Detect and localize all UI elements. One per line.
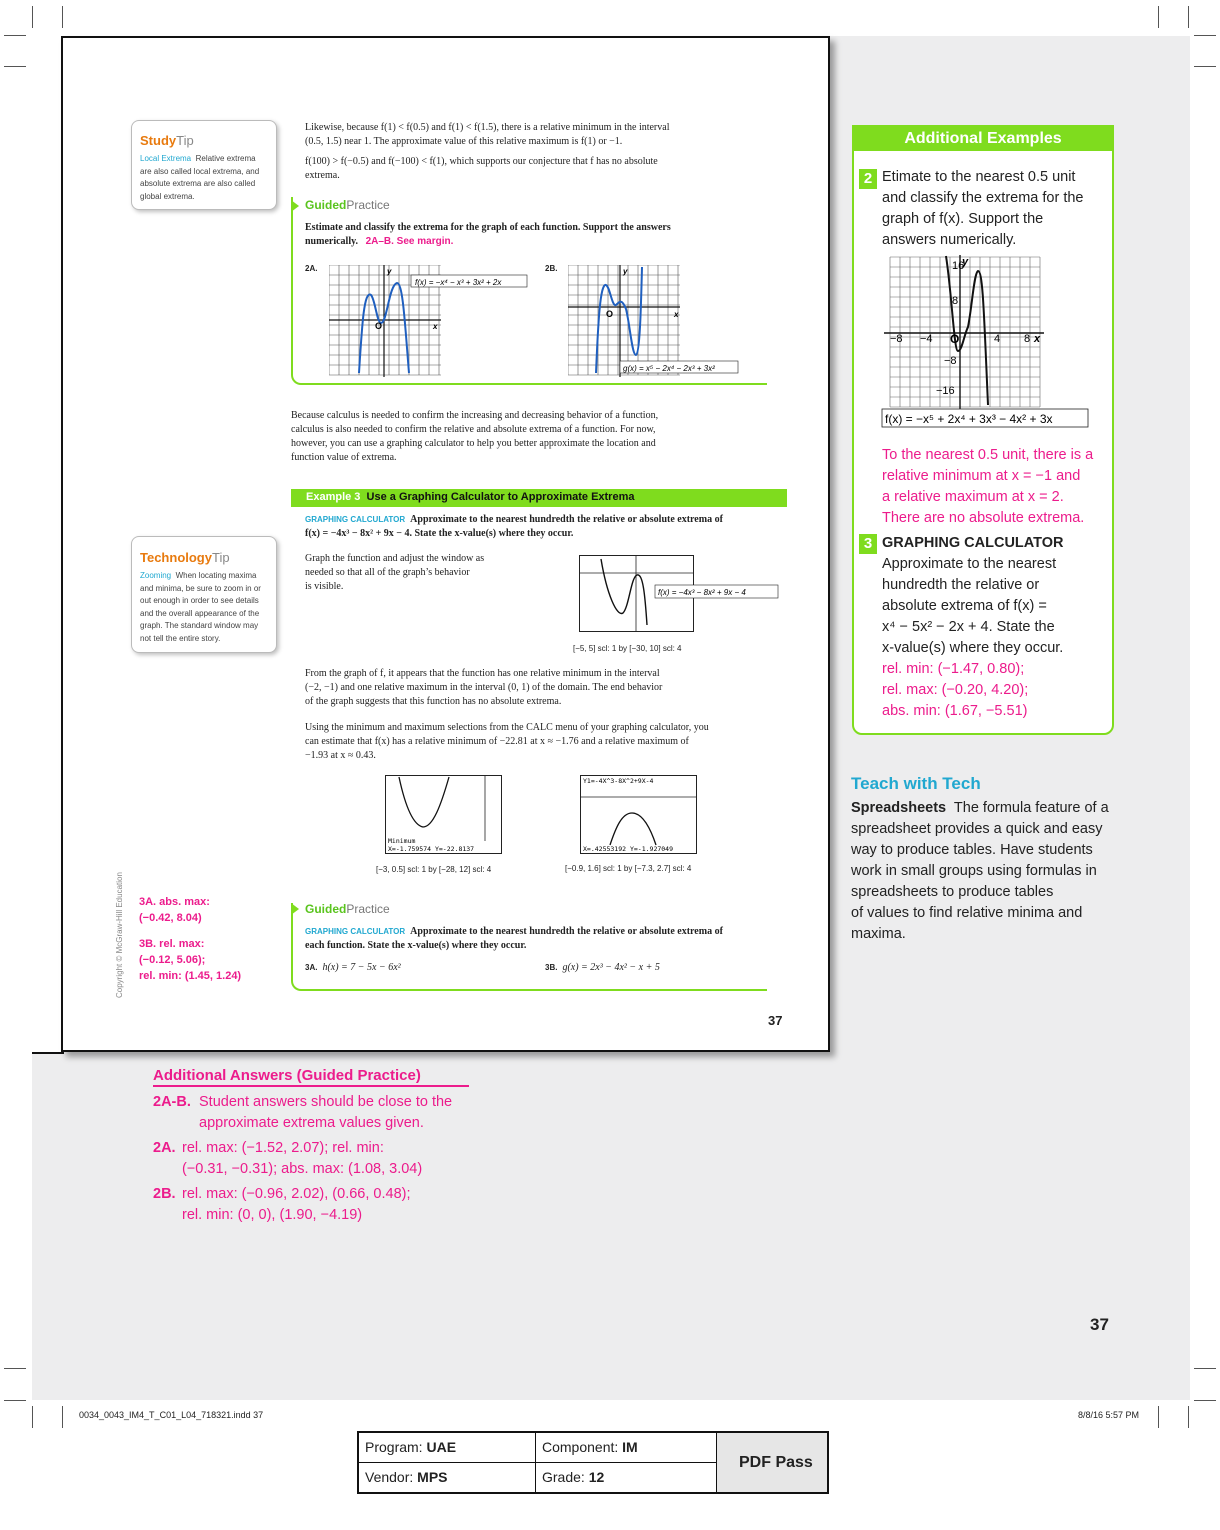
svg-text:f(x) = −x⁵ + 2x⁴ + 3x³ − 4x² +: f(x) = −x⁵ + 2x⁴ + 3x³ − 4x² + 3x [885,412,1053,426]
study-tip-box [131,120,277,210]
svg-text:y: y [623,267,628,276]
svg-text:O: O [375,321,383,331]
crop-mark [4,1400,26,1401]
example-3-problem: GRAPHING CALCULATOR Approximate to the nearest hundredth the relative or absolute extrema of f(x) = −4x³ − 8x² + 9x − 4. State the x-value(s) where they occur. [305,514,723,539]
calculus-paragraph: Because calculus is needed to confirm the increasing and decreasing behavior of a function, calculus is also needed to confirm the relative and absolute extrema of a function. For now, however, you can use a graphing calculator to help you better approximate the location and function value of extrema. [291,410,659,463]
window-2-caption: [−3, 0.5] scl: 1 by [−28, 12] scl: 4 [376,865,492,874]
study-tip-text: Relative extrema [195,154,256,163]
svg-text:f(x) = −4x³ − 8x² + 9x − 4: f(x) = −4x³ − 8x² + 9x − 4 [658,588,746,597]
intro-text: Likewise, because f(1) < f(0.5) and f(1) < f(1.5), there is a relative minimum in the interval (0.5, 1.5) near 1. The approximate value of this relative maximum is f(1) or −1. f(100) > f(−0.5) and f(−100) < f(1), which supports our conjecture that f has no absolute extrema. [305,122,670,181]
analysis-paragraph: From the graph of f, it appears that the function has one relative minimum in the interval (−2, −1) and one relative maximum in the interval (0, 1) of the domain. The end behavior of the graph suggests that this function has no absolute extrema. [305,668,663,707]
crop-mark [4,66,26,67]
crop-mark [62,6,63,28]
date-slug: 8/8/16 5:57 PM [1078,1410,1140,1420]
outer-page-number: 37 [1090,1315,1109,1334]
page-binding-strip [32,36,64,1054]
technology-tip-text: not tell the entire story. [140,633,221,643]
crop-mark [1194,1368,1216,1369]
proof-slug-table [357,1431,829,1494]
svg-text:X=-1.759574 Y=-22.8137: X=-1.759574 Y=-22.8137 [388,845,475,853]
student-page [61,36,830,1052]
calculator-screen-3 [580,775,698,855]
inner-page-number: 37 [768,1013,783,1028]
technology-tip-text: When locating maxima [175,571,257,580]
svg-text:y: y [387,267,392,276]
exercise-3a: 3A. h(x) = 7 − 5x − 6x² [305,962,401,973]
file-slug: 0034_0043_IM4_T_C01_L04_718321.indd 37 [79,1410,264,1420]
teach-with-tech-title: Teach with Tech [851,774,981,793]
calculator-screen-1 [579,555,779,633]
svg-text:8: 8 [952,295,959,307]
additional-answers-list: 2A-B. Student answers should be close to the approximate extrema values given. 2A. rel. max: (−1.52, 2.07); rel. min: (−0.31, −0.31); abs. max: (1.08, 3.04) 2B. rel. max: (−0.96, 2.02), (0.66, 0.48); rel. min: (0, 0), (1.90, −4.19) [153,1094,453,1223]
margin-answers: 3A. abs. max: (−0.42, 8.04) 3B. rel. max: (−0.12, 5.06); rel. min: (1.45, 1.24) [139,896,242,982]
additional-answers-title: Additional Answers (Guided Practice) [153,1067,469,1087]
technology-tip-title: TechnologyTip [140,550,230,565]
see-margin-note: 2A–B. See margin. [365,236,454,247]
example-3-title: Example 3 Use a Graphing Calculator to Approximate Extrema [306,491,635,503]
svg-text:X=.42553192 Y=-1.927049: X=.42553192 Y=-1.927049 [583,845,674,853]
slug-grade: Grade: 12 [542,1469,605,1485]
technology-tip-term: Zooming [140,571,172,580]
graphing-calculator-tag: GRAPHING CALCULATOR [305,515,406,524]
label-2b: 2B. [545,264,558,273]
svg-text:8: 8 [1024,333,1031,345]
svg-text:y: y [962,256,969,268]
crop-mark [32,1406,33,1428]
graph-2a [329,265,529,383]
exercise-3b: 3B. g(x) = 2x³ − 4x² − x + 5 [545,962,660,973]
slug-component: Component: IM [542,1439,638,1455]
additional-examples-box [852,125,1114,735]
crop-mark [1158,1406,1159,1428]
example-2-answer: To the nearest 0.5 unit, there is a relative minimum at x = −1 and a relative maximum at x = 2. There are no absolute extrema. [882,447,1094,526]
crop-mark [1194,35,1216,36]
svg-text:x: x [433,322,438,331]
arrow-icon [291,200,299,212]
crop-mark [1194,66,1216,67]
crop-mark [1188,1406,1189,1428]
study-tip-text: absolute extrema are also called [140,179,256,188]
slug-vendor: Vendor: MPS [365,1469,448,1485]
svg-text:−8: −8 [944,355,957,367]
graph-instructions: Graph the function and adjust the window as needed so that all of the graph’s behavior is visible. [305,553,485,592]
svg-text:Y1=-4X^3-8X^2+9X-4: Y1=-4X^3-8X^2+9X-4 [583,777,654,785]
study-tip-term: Local Extrema [140,154,192,163]
calc-menu-paragraph: Using the minimum and maximum selections from the CALC menu of your graphing calculator, you can estimate that f(x) has a relative minimum of −22.81 at x ≈ −1.76 and a relative maximum of −1.93 at x ≈ 0.43. [305,722,709,761]
svg-text:16: 16 [952,260,965,272]
window-1-caption: [−5, 5] scl: 1 by [−30, 10] scl: 4 [573,644,682,653]
svg-text:−16: −16 [936,385,955,397]
technology-tip-text: graph. The standard window may [140,621,259,630]
guided-practice-instructions: Estimate and classify the extrema for the graph of each function. Support the answers numerically. 2A–B. See margin. [305,222,671,247]
technology-tip-box [131,536,277,653]
svg-text:x: x [1034,333,1041,345]
technology-tip-text: and minima, be sure to zoom in or [140,583,261,593]
slug-program: Program: UAE [365,1439,457,1455]
study-tip-title: StudyTip [140,133,194,148]
example-3-text: GRAPHING CALCULATOR Approximate to the nearest hundredth the relative or absolute extrema of f(x) = x⁴ − 5x² − 2x + 4. State the x-value(s) where they occur. rel. min: (−1.47, 0.80); rel. max: (−0.20, 4.20); abs. min: (1.67, −5.51) [882,535,1064,719]
svg-text:O: O [606,309,614,319]
additional-examples-title: Additional Examples [854,127,1112,151]
graph-2b [568,265,768,383]
svg-text:O: O [950,332,960,346]
crop-mark [32,6,33,28]
guided-practice-heading: GuidedPractice [305,198,390,212]
crop-mark [4,35,26,36]
crop-mark [62,1406,63,1428]
calculator-screen-2 [385,775,503,855]
window-3-caption: [−0.9, 1.6] scl: 1 by [−7.3, 2.7] scl: 4 [565,864,692,873]
technology-tip-text: and the overall appearance of the [140,608,260,618]
slug-pass: PDF Pass [739,1454,813,1471]
crop-mark [1188,6,1189,28]
example-3-number: 3 [859,534,877,554]
arrow-icon [291,903,299,915]
label-2a: 2A. [305,264,318,273]
technology-tip-text: out enough in order to see details [140,596,259,605]
svg-text:−8: −8 [890,333,903,345]
copyright: Copyright © McGraw-Hill Education [115,872,124,998]
svg-text:g(x) = x⁵ − 2x⁴ − 2x³ + 3x²: g(x) = x⁵ − 2x⁴ − 2x³ + 3x² [623,364,715,373]
teach-with-tech-text: Spreadsheets The formula feature of a spreadsheet provides a quick and easy way to produce tables. Have students work in small groups using formulas in spreadsheets to produce tables of values to find relative minima and maxima. [851,800,1109,942]
study-tip-text: are also called local extrema, and [140,166,260,176]
svg-text:4: 4 [994,333,1001,345]
svg-text:x: x [674,310,679,319]
example-2-text: Etimate to the nearest 0.5 unit and classify the extrema for the graph of f(x). Support the answers numerically. [882,169,1084,248]
example-2-number: 2 [859,169,877,189]
guided-practice-instructions: GRAPHING CALCULATOR Approximate to the nearest hundredth the relative or absolute extrema of each function. State the x-value(s) where they occur. [305,926,723,951]
study-tip-text: global extrema. [140,191,195,201]
guided-practice-heading: GuidedPractice [305,902,390,916]
svg-text:−4: −4 [920,333,933,345]
svg-text:f(x) = −x⁴ − x³ + 3x² + 2x: f(x) = −x⁴ − x³ + 3x² + 2x [415,278,502,287]
example-2-graph [880,255,1090,433]
crop-mark [1158,6,1159,28]
svg-text:Minimum: Minimum [388,837,416,845]
crop-mark [1194,1400,1216,1401]
crop-mark [4,1368,26,1369]
